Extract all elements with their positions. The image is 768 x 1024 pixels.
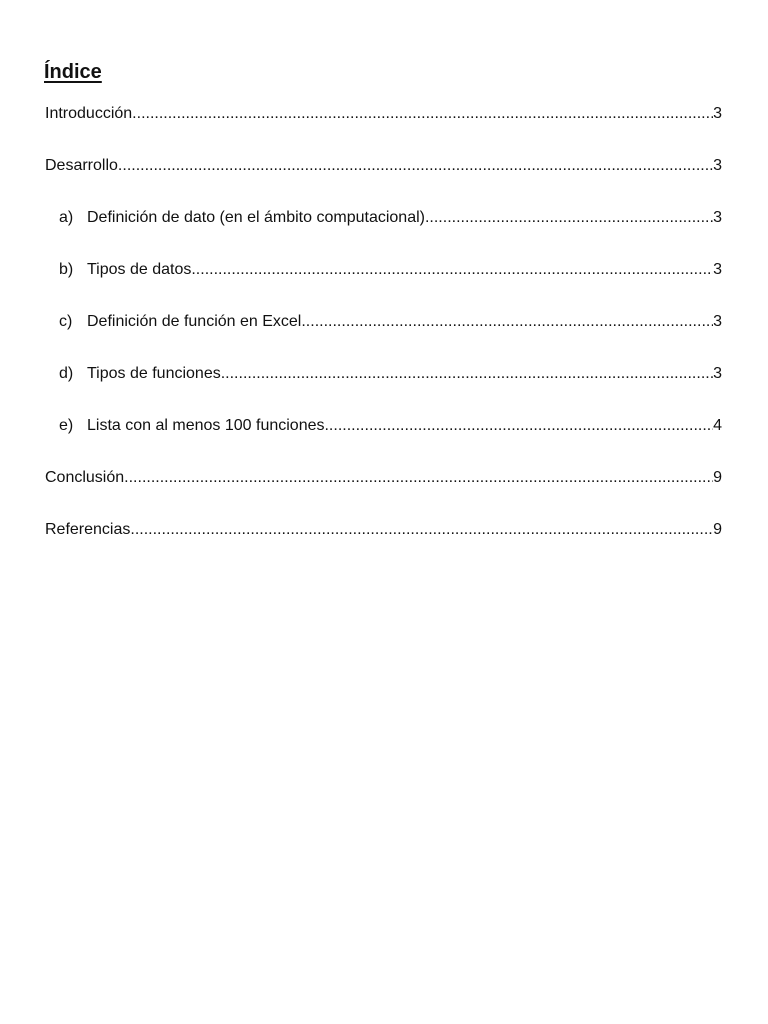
toc-title: Índice (44, 61, 102, 83)
toc-entry-text: Tipos de funciones (87, 365, 221, 382)
toc-entry-introduccion (45, 104, 722, 124)
toc-entry-page: 9 (713, 469, 722, 486)
toc-dot-leader (132, 104, 713, 124)
toc-entry-conclusion (45, 468, 722, 488)
toc-entry-text: Definición de función en Excel (87, 313, 302, 330)
toc-dot-leader (221, 364, 713, 384)
toc-entry-text: Referencias (45, 521, 131, 538)
toc-entry-text: Desarrollo (45, 157, 118, 174)
toc-entry-text: Lista con al menos 100 funciones (87, 417, 325, 434)
toc-entry-page: 4 (713, 417, 722, 434)
toc-entry-page: 3 (713, 313, 722, 330)
toc-entry-page: 3 (713, 157, 722, 174)
toc-entry-marker: a) (59, 209, 74, 226)
toc-entry-text: Conclusión (45, 469, 125, 486)
toc-dot-leader (425, 208, 713, 228)
toc-entry-definicion-funcion (59, 312, 722, 332)
toc-entry-marker: b) (59, 261, 74, 278)
toc-entry-tipos-funciones (59, 364, 722, 384)
toc-entry-page: 3 (713, 261, 722, 278)
toc-entry-referencias (45, 520, 722, 540)
toc-entry-page: 3 (713, 209, 722, 226)
toc-dot-leader (124, 468, 713, 488)
toc-entry-marker: d) (59, 365, 74, 382)
toc-dot-leader (130, 520, 713, 540)
toc-entry-definicion-dato (59, 208, 722, 228)
toc-dot-leader (191, 260, 713, 280)
toc-dot-leader (324, 416, 713, 436)
toc-entry-marker: e) (59, 417, 74, 434)
toc-entry-text: Definición de dato (en el ámbito computacional) (87, 209, 425, 226)
toc-entry-lista-funciones (59, 416, 722, 436)
toc-entry-text: Introducción (45, 105, 133, 122)
toc-entry-tipos-datos (59, 260, 722, 280)
toc-entry-page: 3 (713, 105, 722, 122)
toc-entry-marker: c) (59, 313, 73, 330)
toc-entry-page: 9 (713, 521, 722, 538)
toc-entry-page: 3 (713, 365, 722, 382)
toc-dot-leader (301, 312, 713, 332)
toc-entry-text: Tipos de datos (87, 261, 192, 278)
toc-entry-desarrollo (45, 156, 722, 176)
toc-dot-leader (118, 156, 713, 176)
